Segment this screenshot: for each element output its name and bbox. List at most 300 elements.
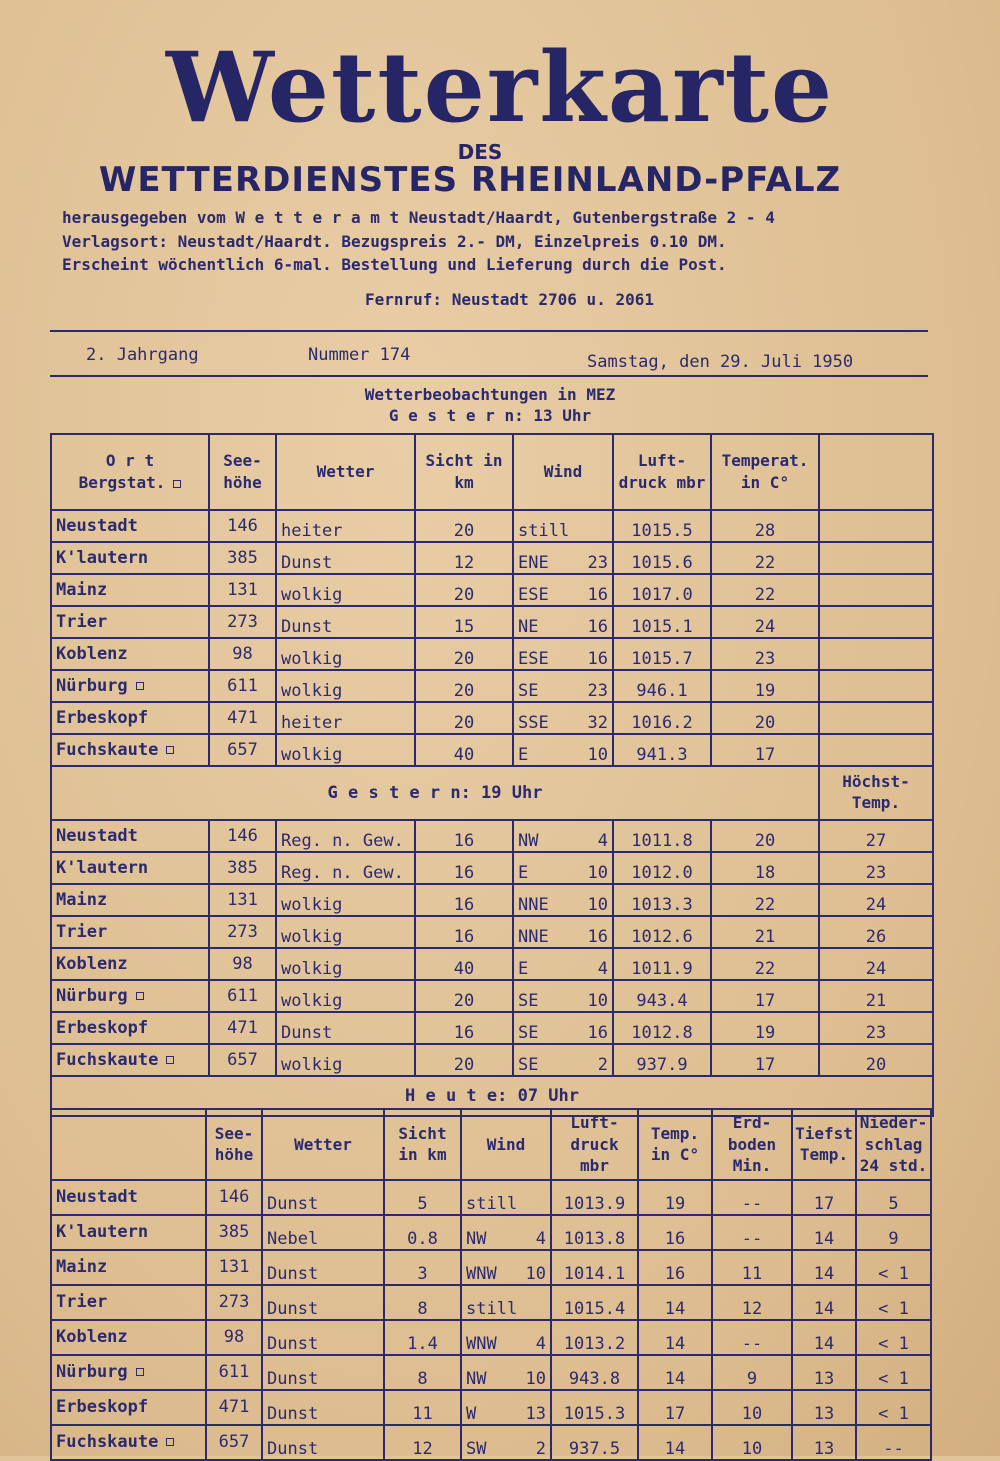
table-row <box>51 606 933 638</box>
visibility: 20 <box>415 1044 513 1076</box>
elevation: 471 <box>209 1012 276 1044</box>
table-row <box>51 670 933 702</box>
wind-direction: still <box>466 1193 518 1214</box>
weather-condition: Dunst <box>262 1355 384 1390</box>
wind-direction: SE <box>518 991 539 1011</box>
col-wetter: Wetter <box>276 434 415 510</box>
empty-cell <box>819 702 933 734</box>
station-label: Fuchskaute <box>56 1050 159 1070</box>
col-temperatur: Temperat. in C° <box>711 434 819 510</box>
mountain-station-icon <box>136 992 144 1000</box>
visibility: 16 <box>415 884 513 916</box>
temperature: 19 <box>711 1012 819 1044</box>
mountain-station-icon <box>173 480 181 488</box>
temperature: 16 <box>638 1250 712 1285</box>
wind-cell <box>461 1390 551 1425</box>
pressure: 1012.0 <box>613 852 711 884</box>
issue-number: Nummer 174 <box>308 345 411 365</box>
station-name <box>51 1012 209 1044</box>
pressure: 946.1 <box>613 670 711 702</box>
wind-cell <box>513 702 613 734</box>
elevation: 273 <box>209 916 276 948</box>
col-hoechsttemp: Höchst-Temp. <box>819 766 933 820</box>
mountain-station-icon <box>166 746 174 754</box>
table-row <box>51 734 933 766</box>
temperature: 19 <box>711 670 819 702</box>
precipitation: < 1 <box>856 1320 931 1355</box>
max-temperature: 23 <box>819 1012 933 1044</box>
mountain-station-icon <box>166 1056 174 1064</box>
ground-min-temperature: 9 <box>712 1355 792 1390</box>
lowest-temperature: 14 <box>792 1320 856 1355</box>
wind-cell <box>513 606 613 638</box>
station-label: Nürburg <box>56 676 128 696</box>
col3-wetter: Wetter <box>262 1109 384 1180</box>
max-temperature: 21 <box>819 980 933 1012</box>
pressure: 1014.1 <box>551 1250 638 1285</box>
table-today-07 <box>50 1108 932 1461</box>
temperature: 16 <box>638 1215 712 1250</box>
elevation: 611 <box>209 670 276 702</box>
weather-condition: wolkig <box>276 980 415 1012</box>
visibility: 8 <box>384 1355 461 1390</box>
weather-condition: wolkig <box>276 1044 415 1076</box>
elevation: 657 <box>209 1044 276 1076</box>
visibility: 3 <box>384 1250 461 1285</box>
wind-direction: NNE <box>518 895 549 915</box>
weather-condition: wolkig <box>276 884 415 916</box>
visibility: 8 <box>384 1285 461 1320</box>
empty-cell <box>819 574 933 606</box>
station-label: Mainz <box>56 580 108 600</box>
station-label: Trier <box>56 1292 108 1313</box>
wind-direction: NW <box>466 1368 487 1389</box>
max-temperature: 24 <box>819 948 933 980</box>
station-label: Neustadt <box>56 1187 138 1208</box>
ground-min-temperature: 12 <box>712 1285 792 1320</box>
wind-speed: 10 <box>525 1368 546 1389</box>
pressure: 943.8 <box>551 1355 638 1390</box>
table-row <box>51 1012 933 1044</box>
station-label: Nürburg <box>56 986 128 1006</box>
wind-speed: 32 <box>587 713 608 733</box>
pressure: 1013.9 <box>551 1180 638 1215</box>
elevation: 657 <box>209 734 276 766</box>
ground-min-temperature: -- <box>712 1320 792 1355</box>
wind-direction: SW <box>466 1438 487 1459</box>
wind-direction: ESE <box>518 585 549 605</box>
weather-condition: wolkig <box>276 916 415 948</box>
wind-speed: 16 <box>587 585 608 605</box>
wind-speed: 23 <box>587 553 608 573</box>
ground-min-temperature: -- <box>712 1180 792 1215</box>
weather-condition: Dunst <box>276 606 415 638</box>
wind-speed: 2 <box>535 1438 546 1459</box>
col-ort <box>51 434 209 510</box>
section2-heading: G e s t e r n: 19 Uhr <box>51 766 819 820</box>
max-temperature: 24 <box>819 884 933 916</box>
wind-speed: 4 <box>597 831 608 851</box>
wind-cell <box>513 1012 613 1044</box>
wind-direction: NE <box>518 617 539 637</box>
elevation: 146 <box>209 820 276 852</box>
elevation: 131 <box>209 574 276 606</box>
lowest-temperature: 14 <box>792 1250 856 1285</box>
station-name <box>51 1180 206 1215</box>
lowest-temperature: 14 <box>792 1285 856 1320</box>
top-divider <box>50 330 928 332</box>
wind-speed: 10 <box>525 1263 546 1284</box>
lowest-temperature: 17 <box>792 1180 856 1215</box>
lowest-temperature: 13 <box>792 1390 856 1425</box>
empty-cell <box>819 606 933 638</box>
wind-direction: E <box>518 863 529 883</box>
wind-cell <box>513 884 613 916</box>
weather-condition: Dunst <box>262 1285 384 1320</box>
visibility: 15 <box>415 606 513 638</box>
weather-condition: Dunst <box>262 1250 384 1285</box>
wind-cell <box>461 1215 551 1250</box>
wind-direction: SE <box>518 1055 539 1075</box>
station-label: Trier <box>56 612 108 632</box>
wind-cell <box>513 670 613 702</box>
station-label: Erbeskopf <box>56 1397 149 1418</box>
temperature: 17 <box>711 1044 819 1076</box>
wind-direction: E <box>518 959 529 979</box>
station-name <box>51 1320 206 1355</box>
col-wind: Wind <box>513 434 613 510</box>
station-label: K'lautern <box>56 858 149 878</box>
elevation: 273 <box>209 606 276 638</box>
weather-condition: Dunst <box>262 1390 384 1425</box>
temperature: 17 <box>711 980 819 1012</box>
station-name <box>51 1215 206 1250</box>
phone-line: Fernruf: Neustadt 2706 u. 2061 <box>365 290 654 309</box>
col3-sicht: Sicht in km <box>384 1109 461 1180</box>
table-row <box>51 702 933 734</box>
pressure: 1012.6 <box>613 916 711 948</box>
elevation: 611 <box>206 1355 262 1390</box>
col-luftdruck: Luft-druck mbr <box>613 434 711 510</box>
elevation: 98 <box>206 1320 262 1355</box>
max-temperature: 23 <box>819 852 933 884</box>
weather-condition: Dunst <box>262 1320 384 1355</box>
station-name <box>51 670 209 702</box>
max-temperature: 26 <box>819 916 933 948</box>
temperature: 22 <box>711 574 819 606</box>
wind-direction: NW <box>518 831 539 851</box>
visibility: 16 <box>415 852 513 884</box>
wind-direction: SE <box>518 1023 539 1043</box>
wind-direction: still <box>518 521 570 541</box>
wind-cell <box>513 820 613 852</box>
weather-condition: heiter <box>276 702 415 734</box>
wind-direction: NNE <box>518 927 549 947</box>
elevation: 471 <box>206 1390 262 1425</box>
pressure: 943.4 <box>613 980 711 1012</box>
col3-erdboden: Erd-boden Min. <box>712 1109 792 1180</box>
station-name <box>51 1355 206 1390</box>
wind-cell <box>461 1355 551 1390</box>
wind-direction: WNW <box>466 1333 497 1354</box>
col3-seehoehe: See-höhe <box>206 1109 262 1180</box>
elevation: 146 <box>206 1180 262 1215</box>
visibility: 12 <box>415 542 513 574</box>
table-row <box>51 1390 931 1425</box>
wind-cell <box>513 948 613 980</box>
station-label: Neustadt <box>56 826 138 846</box>
wind-cell <box>513 916 613 948</box>
station-name <box>51 510 209 542</box>
temperature: 14 <box>638 1355 712 1390</box>
max-temperature: 27 <box>819 820 933 852</box>
temperature: 14 <box>638 1285 712 1320</box>
station-label: Nürburg <box>56 1362 128 1383</box>
pressure: 1015.3 <box>551 1390 638 1425</box>
temperature: 17 <box>638 1390 712 1425</box>
station-label: Koblenz <box>56 644 128 664</box>
visibility: 20 <box>415 574 513 606</box>
weather-condition: Dunst <box>276 1012 415 1044</box>
station-name <box>51 1390 206 1425</box>
col-empty <box>819 434 933 510</box>
table-row <box>51 1250 931 1285</box>
visibility: 40 <box>415 734 513 766</box>
visibility: 20 <box>415 510 513 542</box>
wind-cell <box>513 574 613 606</box>
wind-speed: 16 <box>587 1023 608 1043</box>
wind-cell <box>461 1425 551 1460</box>
precipitation: -- <box>856 1425 931 1460</box>
elevation: 385 <box>206 1215 262 1250</box>
weather-condition: Reg. n. Gew. <box>276 852 415 884</box>
weather-condition: heiter <box>276 510 415 542</box>
station-name <box>51 1250 206 1285</box>
temperature: 24 <box>711 606 819 638</box>
table-row <box>51 1180 931 1215</box>
wind-speed: 10 <box>587 745 608 765</box>
station-name <box>51 980 209 1012</box>
wind-direction: SSE <box>518 713 549 733</box>
col3-temp: Temp. in C° <box>638 1109 712 1180</box>
ground-min-temperature: 11 <box>712 1250 792 1285</box>
station-label: Erbeskopf <box>56 708 149 728</box>
elevation: 471 <box>209 702 276 734</box>
wind-cell <box>513 980 613 1012</box>
pressure: 1015.5 <box>613 510 711 542</box>
station-name <box>51 820 209 852</box>
subtitle-service: WETTERDIENSTES RHEINLAND-PFALZ <box>98 160 842 200</box>
table-yesterday-13 <box>50 433 934 1117</box>
station-name <box>51 638 209 670</box>
visibility: 16 <box>415 1012 513 1044</box>
lowest-temperature: 13 <box>792 1425 856 1460</box>
col-seehoehe: See-höhe <box>209 434 276 510</box>
wind-direction: E <box>518 745 529 765</box>
elevation: 98 <box>209 638 276 670</box>
frequency-line: Erscheint wöchentlich 6-mal. Bestellung und Lieferung durch die Post. <box>62 255 727 274</box>
wind-direction: ESE <box>518 649 549 669</box>
station-name <box>51 542 209 574</box>
wind-speed: 23 <box>587 681 608 701</box>
col3-niederschlag: Nieder-schlag 24 std. <box>856 1109 931 1180</box>
ground-min-temperature: 10 <box>712 1390 792 1425</box>
table-row <box>51 1425 931 1460</box>
station-label: Koblenz <box>56 954 128 974</box>
station-label: Fuchskaute <box>56 1432 159 1453</box>
weather-condition: wolkig <box>276 638 415 670</box>
temperature: 18 <box>711 852 819 884</box>
bottom-divider <box>50 375 928 377</box>
ground-min-temperature: -- <box>712 1215 792 1250</box>
empty-cell <box>819 510 933 542</box>
issue-volume: 2. Jahrgang <box>86 345 199 365</box>
station-name <box>51 702 209 734</box>
temperature: 20 <box>711 702 819 734</box>
temperature: 22 <box>711 884 819 916</box>
visibility: 1.4 <box>384 1320 461 1355</box>
station-label: Fuchskaute <box>56 740 159 760</box>
table-row <box>51 820 933 852</box>
temperature: 14 <box>638 1425 712 1460</box>
station-label: K'lautern <box>56 1222 149 1243</box>
wind-direction: NW <box>466 1228 487 1249</box>
visibility: 20 <box>415 702 513 734</box>
elevation: 385 <box>209 542 276 574</box>
section3-heading: H e u t e: 07 Uhr <box>51 1076 933 1116</box>
visibility: 16 <box>415 916 513 948</box>
table-row <box>51 510 933 542</box>
wind-cell <box>461 1320 551 1355</box>
elevation: 146 <box>209 510 276 542</box>
observations-heading: Wetterbeobachtungen in MEZ <box>364 385 616 404</box>
station-name <box>51 734 209 766</box>
empty-cell <box>819 670 933 702</box>
pressure: 1012.8 <box>613 1012 711 1044</box>
temperature: 19 <box>638 1180 712 1215</box>
col3-luftdruck: Luft-druck mbr <box>551 1109 638 1180</box>
elevation: 657 <box>206 1425 262 1460</box>
table-row <box>51 980 933 1012</box>
wind-speed: 13 <box>525 1403 546 1424</box>
precipitation: < 1 <box>856 1390 931 1425</box>
table-row <box>51 916 933 948</box>
wind-direction: W <box>466 1403 477 1424</box>
temperature: 28 <box>711 510 819 542</box>
pressure: 1015.6 <box>613 542 711 574</box>
publisher-line: herausgegeben vom W e t t e r a m t Neustadt/Haardt, Gutenbergstraße 2 - 4 <box>62 208 775 227</box>
col3-tiefst: Tiefst Temp. <box>792 1109 856 1180</box>
station-name <box>51 606 209 638</box>
station-name <box>51 948 209 980</box>
visibility: 20 <box>415 980 513 1012</box>
wind-cell <box>513 852 613 884</box>
station-label: K'lautern <box>56 548 149 568</box>
weather-condition: Dunst <box>262 1180 384 1215</box>
table-row <box>51 948 933 980</box>
wind-speed: 16 <box>587 927 608 947</box>
wind-cell <box>513 1044 613 1076</box>
station-label: Mainz <box>56 890 108 910</box>
pressure: 1016.2 <box>613 702 711 734</box>
wind-direction: still <box>466 1298 518 1319</box>
pressure: 1017.0 <box>613 574 711 606</box>
pressure: 941.3 <box>613 734 711 766</box>
table-row <box>51 574 933 606</box>
temperature: 22 <box>711 948 819 980</box>
mountain-station-icon <box>136 1368 144 1376</box>
wind-direction: ENE <box>518 553 549 573</box>
col-ort-label: O r t <box>105 451 155 471</box>
precipitation: 9 <box>856 1215 931 1250</box>
mountain-station-icon <box>166 1438 174 1446</box>
weather-condition: wolkig <box>276 948 415 980</box>
weather-condition: Dunst <box>262 1425 384 1460</box>
pressure: 937.5 <box>551 1425 638 1460</box>
weather-condition: wolkig <box>276 574 415 606</box>
wind-cell <box>513 638 613 670</box>
col3-ort <box>51 1109 206 1180</box>
weather-condition: Dunst <box>276 542 415 574</box>
weather-condition: wolkig <box>276 670 415 702</box>
wind-cell <box>513 510 613 542</box>
wind-cell <box>513 542 613 574</box>
visibility: 20 <box>415 670 513 702</box>
station-label: Trier <box>56 922 108 942</box>
wind-cell <box>461 1285 551 1320</box>
pressure: 1015.4 <box>551 1285 638 1320</box>
visibility: 5 <box>384 1180 461 1215</box>
precipitation: 5 <box>856 1180 931 1215</box>
elevation: 385 <box>209 852 276 884</box>
table-row <box>51 1355 931 1390</box>
wind-speed: 10 <box>587 895 608 915</box>
temperature: 23 <box>711 638 819 670</box>
table-row <box>51 542 933 574</box>
mountain-station-icon <box>136 682 144 690</box>
publishing-place-line: Verlagsort: Neustadt/Haardt. Bezugspreis 2.- DM, Einzelpreis 0.10 DM. <box>62 232 727 251</box>
temperature: 21 <box>711 916 819 948</box>
table-row <box>51 1044 933 1076</box>
temperature: 14 <box>638 1320 712 1355</box>
wind-speed: 4 <box>535 1228 546 1249</box>
station-name <box>51 1044 209 1076</box>
weather-condition: wolkig <box>276 734 415 766</box>
table-row <box>51 638 933 670</box>
wind-speed: 16 <box>587 649 608 669</box>
col-bergstat-label: Bergstat. <box>78 473 166 492</box>
precipitation: < 1 <box>856 1355 931 1390</box>
elevation: 131 <box>206 1250 262 1285</box>
elevation: 611 <box>209 980 276 1012</box>
section1-heading: G e s t e r n: 13 Uhr <box>388 406 592 425</box>
col3-wind: Wind <box>461 1109 551 1180</box>
weather-condition: Reg. n. Gew. <box>276 820 415 852</box>
station-name <box>51 574 209 606</box>
section2-header-row <box>51 766 933 820</box>
table-row <box>51 884 933 916</box>
visibility: 0.8 <box>384 1215 461 1250</box>
lowest-temperature: 13 <box>792 1355 856 1390</box>
station-name <box>51 1285 206 1320</box>
table-row <box>51 1285 931 1320</box>
wind-cell <box>461 1250 551 1285</box>
col-sicht: Sicht in km <box>415 434 513 510</box>
pressure: 1013.8 <box>551 1215 638 1250</box>
pressure: 1011.8 <box>613 820 711 852</box>
max-temperature: 20 <box>819 1044 933 1076</box>
visibility: 40 <box>415 948 513 980</box>
